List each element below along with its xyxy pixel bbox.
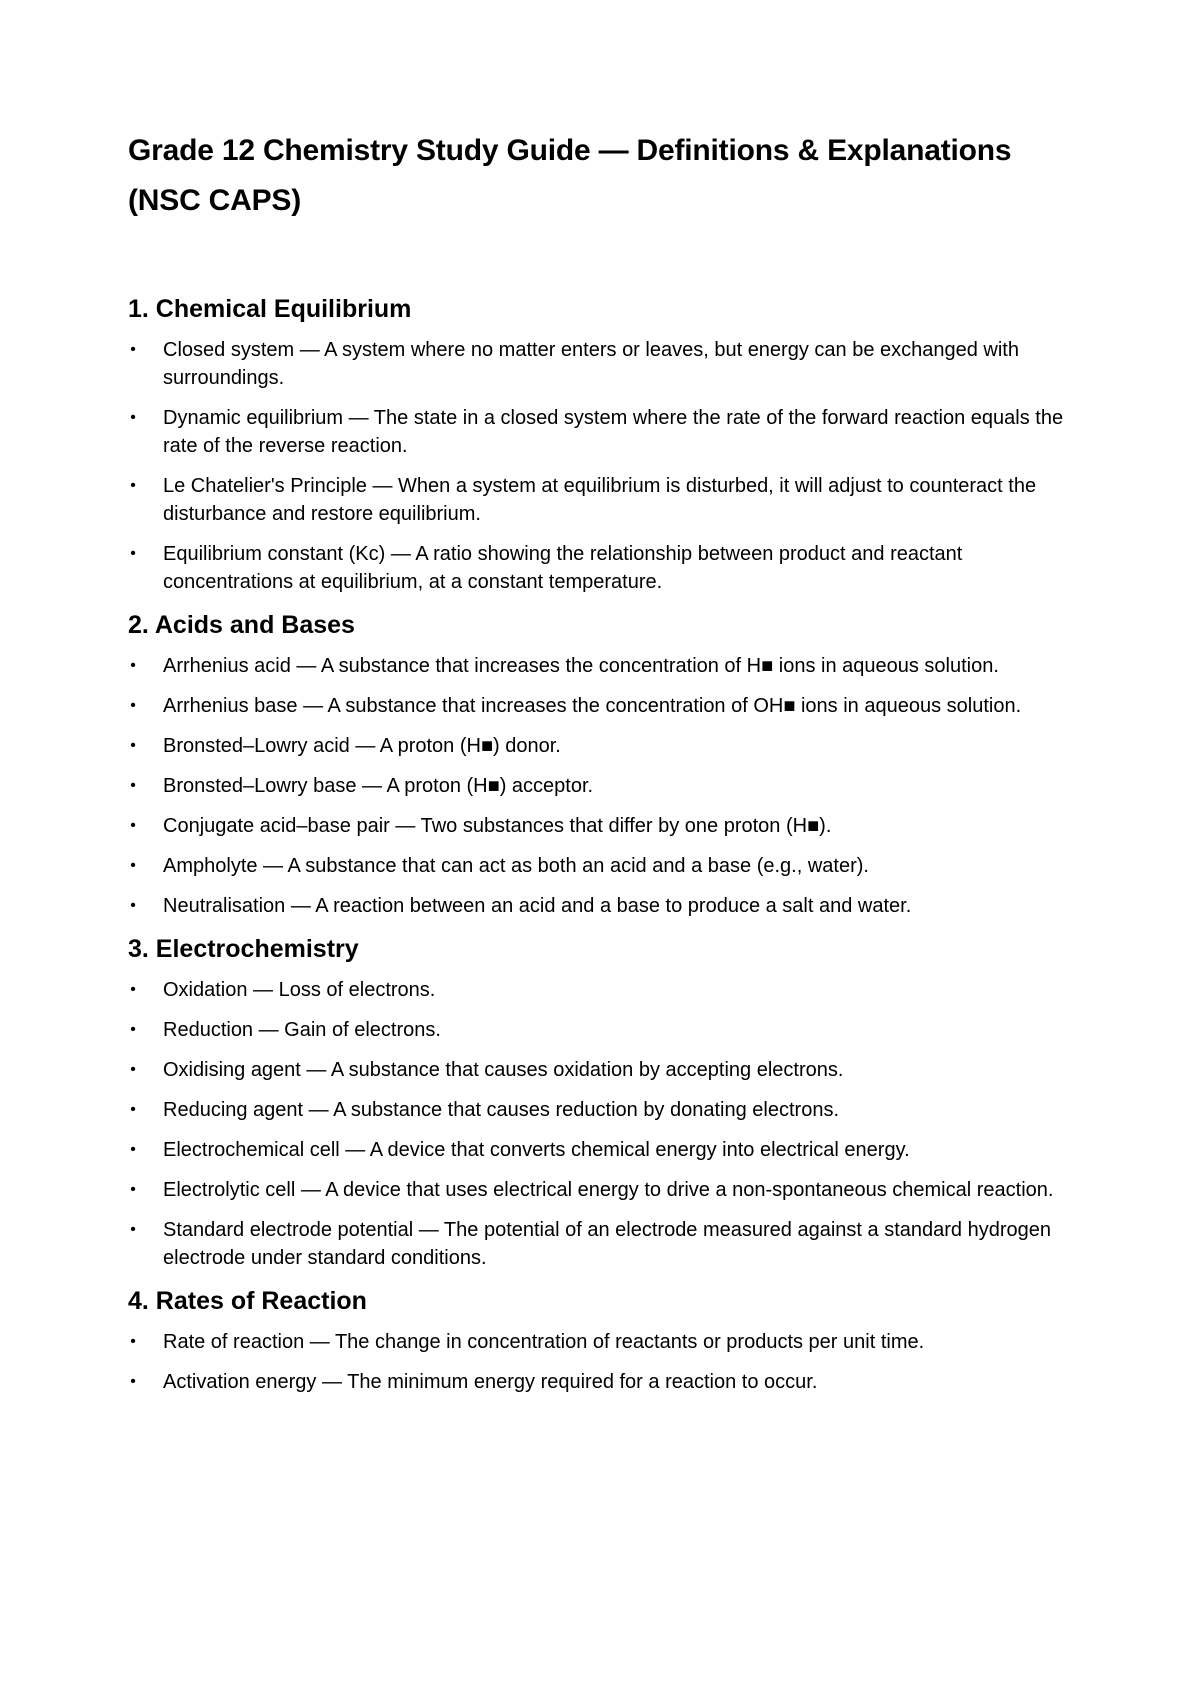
list-item — [128, 1136, 1078, 1164]
definition-text: Activation energy — The minimum energy required for a reaction to occur. — [163, 1371, 818, 1393]
definition-text: Ampholyte — A substance that can act as both an acid and a base (e.g., water). — [163, 855, 869, 877]
bullet-icon: • — [130, 1373, 136, 1390]
definition-text: Le Chatelier's Principle — When a system at equilibrium is disturbed, it will adjust to counteract the disturbance and restore equilibrium. — [163, 475, 1037, 525]
definition-text: Standard electrode potential — The potential of an electrode measured against a standard hydrogen electrode under standard conditions. — [163, 1219, 1051, 1269]
definition-text: Reduction — Gain of electrons. — [163, 1019, 441, 1041]
list-item — [128, 1096, 1078, 1124]
bullet-icon: • — [130, 409, 136, 426]
list-item — [128, 1176, 1078, 1204]
definition-text: Bronsted–Lowry base — A proton (H■) acceptor. — [163, 775, 594, 797]
bullet-icon: • — [130, 1181, 136, 1198]
section-heading: 1. Chemical Equilibrium — [128, 295, 412, 323]
bullet-icon: • — [130, 737, 136, 754]
list-item — [128, 652, 1078, 680]
bullet-icon: • — [130, 1101, 136, 1118]
section-heading: 3. Electrochemistry — [128, 935, 359, 963]
list-item — [128, 892, 1078, 920]
definition-text: Electrochemical cell — A device that converts chemical energy into electrical energy. — [163, 1139, 910, 1161]
sections-container — [128, 292, 1078, 1396]
definition-list — [128, 1328, 1078, 1396]
section — [128, 608, 1078, 920]
definition-text: Oxidation — Loss of electrons. — [163, 979, 436, 1001]
definition-text: Electrolytic cell — A device that uses electrical energy to drive a non-spontaneous chemical reaction. — [163, 1179, 1054, 1201]
definition-text: Oxidising agent — A substance that causes oxidation by accepting electrons. — [163, 1059, 844, 1081]
list-item — [128, 1056, 1078, 1084]
list-item — [128, 812, 1078, 840]
list-item — [128, 336, 1078, 392]
list-item — [128, 852, 1078, 880]
definition-text: Arrhenius acid — A substance that increases the concentration of H■ ions in aqueous solution. — [163, 655, 999, 677]
bullet-icon: • — [130, 777, 136, 794]
list-item — [128, 404, 1078, 460]
definition-list — [128, 652, 1078, 920]
list-item — [128, 692, 1078, 720]
bullet-icon: • — [130, 857, 136, 874]
section-heading: 4. Rates of Reaction — [128, 1287, 367, 1315]
list-item — [128, 540, 1078, 596]
list-item — [128, 1328, 1078, 1356]
bullet-icon: • — [130, 1141, 136, 1158]
list-item — [128, 732, 1078, 760]
document-title: Grade 12 Chemistry Study Guide — Definitions & Explanations (NSC CAPS) — [128, 134, 1012, 217]
definition-text: Bronsted–Lowry acid — A proton (H■) donor. — [163, 735, 561, 757]
definition-text: Closed system — A system where no matter enters or leaves, but energy can be exchanged with surroundings. — [163, 339, 1019, 389]
bullet-icon: • — [130, 545, 136, 562]
definition-text: Arrhenius base — A substance that increases the concentration of OH■ ions in aqueous solution. — [163, 695, 1022, 717]
list-item — [128, 976, 1078, 1004]
list-item — [128, 472, 1078, 528]
document-content — [128, 126, 1078, 1408]
bullet-icon: • — [130, 657, 136, 674]
definition-text: Neutralisation — A reaction between an acid and a base to produce a salt and water. — [163, 895, 912, 917]
section — [128, 932, 1078, 1272]
bullet-icon: • — [130, 1333, 136, 1350]
section — [128, 1284, 1078, 1396]
bullet-icon: • — [130, 1021, 136, 1038]
bullet-icon: • — [130, 477, 136, 494]
bullet-icon: • — [130, 897, 136, 914]
definition-text: Conjugate acid–base pair — Two substances that differ by one proton (H■). — [163, 815, 832, 837]
list-item — [128, 1216, 1078, 1272]
definition-list — [128, 976, 1078, 1272]
bullet-icon: • — [130, 1221, 136, 1238]
section-heading: 2. Acids and Bases — [128, 611, 355, 639]
definition-text: Dynamic equilibrium — The state in a closed system where the rate of the forward reaction equals the rate of the reverse reaction. — [163, 407, 1064, 457]
bullet-icon: • — [130, 1061, 136, 1078]
section — [128, 292, 1078, 596]
definition-text: Reducing agent — A substance that causes reduction by donating electrons. — [163, 1099, 839, 1121]
bullet-icon: • — [130, 697, 136, 714]
bullet-icon: • — [130, 981, 136, 998]
definition-list — [128, 336, 1078, 596]
definition-text: Rate of reaction — The change in concentration of reactants or products per unit time. — [163, 1331, 925, 1353]
list-item — [128, 772, 1078, 800]
bullet-icon: • — [130, 341, 136, 358]
bullet-icon: • — [130, 817, 136, 834]
list-item — [128, 1016, 1078, 1044]
definition-text: Equilibrium constant (Kc) — A ratio showing the relationship between product and reactant concentrations at equilibrium, at a constant temperature. — [163, 543, 963, 593]
list-item — [128, 1368, 1078, 1396]
